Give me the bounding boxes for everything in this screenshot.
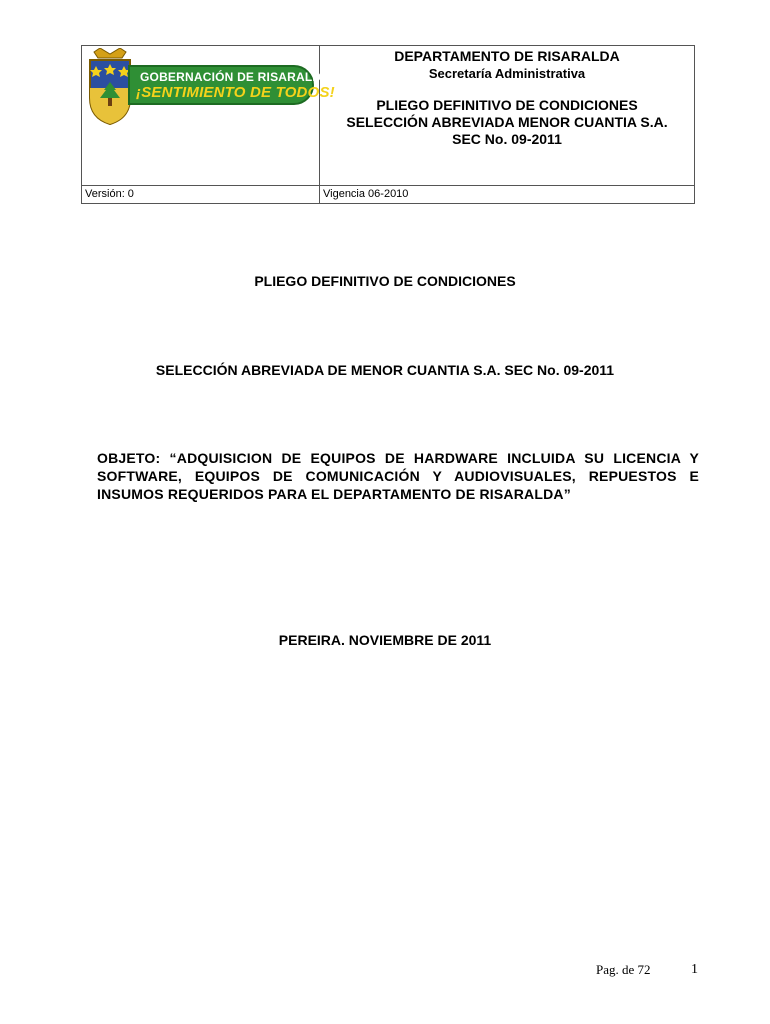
- department-name: DEPARTAMENTO DE RISARALDA: [394, 48, 620, 64]
- document-title: PLIEGO DEFINITIVO DE CONDICIONES: [254, 273, 516, 289]
- header-doc-title-3: SEC No. 09-2011: [452, 131, 562, 147]
- logo-text-line2: ¡SENTIMIENTO DE TODOS!: [136, 84, 335, 101]
- footer-page-label: Pag. de 72: [596, 962, 651, 977]
- place-date: PEREIRA. NOVIEMBRE DE 2011: [278, 632, 492, 648]
- header-doc-title-2: SELECCIÓN ABREVIADA MENOR CUANTIA S.A.: [346, 114, 668, 130]
- document-header-table: [81, 45, 695, 204]
- coat-of-arms-icon: [86, 48, 134, 126]
- secretaria-name: Secretaría Administrativa: [428, 66, 586, 81]
- header-title-cell: [320, 46, 694, 186]
- spacer: [320, 82, 694, 97]
- footer-page-number: 1: [691, 962, 698, 977]
- vigencia-cell: Vigencia 06-2010: [323, 188, 409, 200]
- logo-cell: [82, 46, 335, 186]
- logo-text-line1: GOBERNACIÓN DE RISARALDA: [140, 70, 331, 84]
- header-doc-title-1: PLIEGO DEFINITIVO DE CONDICIONES: [376, 97, 638, 113]
- logo-banner: [128, 65, 335, 105]
- document-objeto: OBJETO: “ADQUISICION DE EQUIPOS DE HARDWARE INCLUIDA SU LICENCIA Y SOFTWARE, EQUIPOS DE COMUNICACIÓN Y AUDIOVISUALES, REPUESTOS E INSUMOS REQUERIDOS PARA EL DEPARTAMENTO DE RISARALDA”: [97, 450, 699, 502]
- document-subtitle: SELECCIÓN ABREVIADA DE MENOR CUANTIA S.A. SEC No. 09-2011: [155, 362, 615, 378]
- version-cell: Versión: 0: [82, 186, 320, 203]
- gobernacion-logo: [86, 48, 335, 126]
